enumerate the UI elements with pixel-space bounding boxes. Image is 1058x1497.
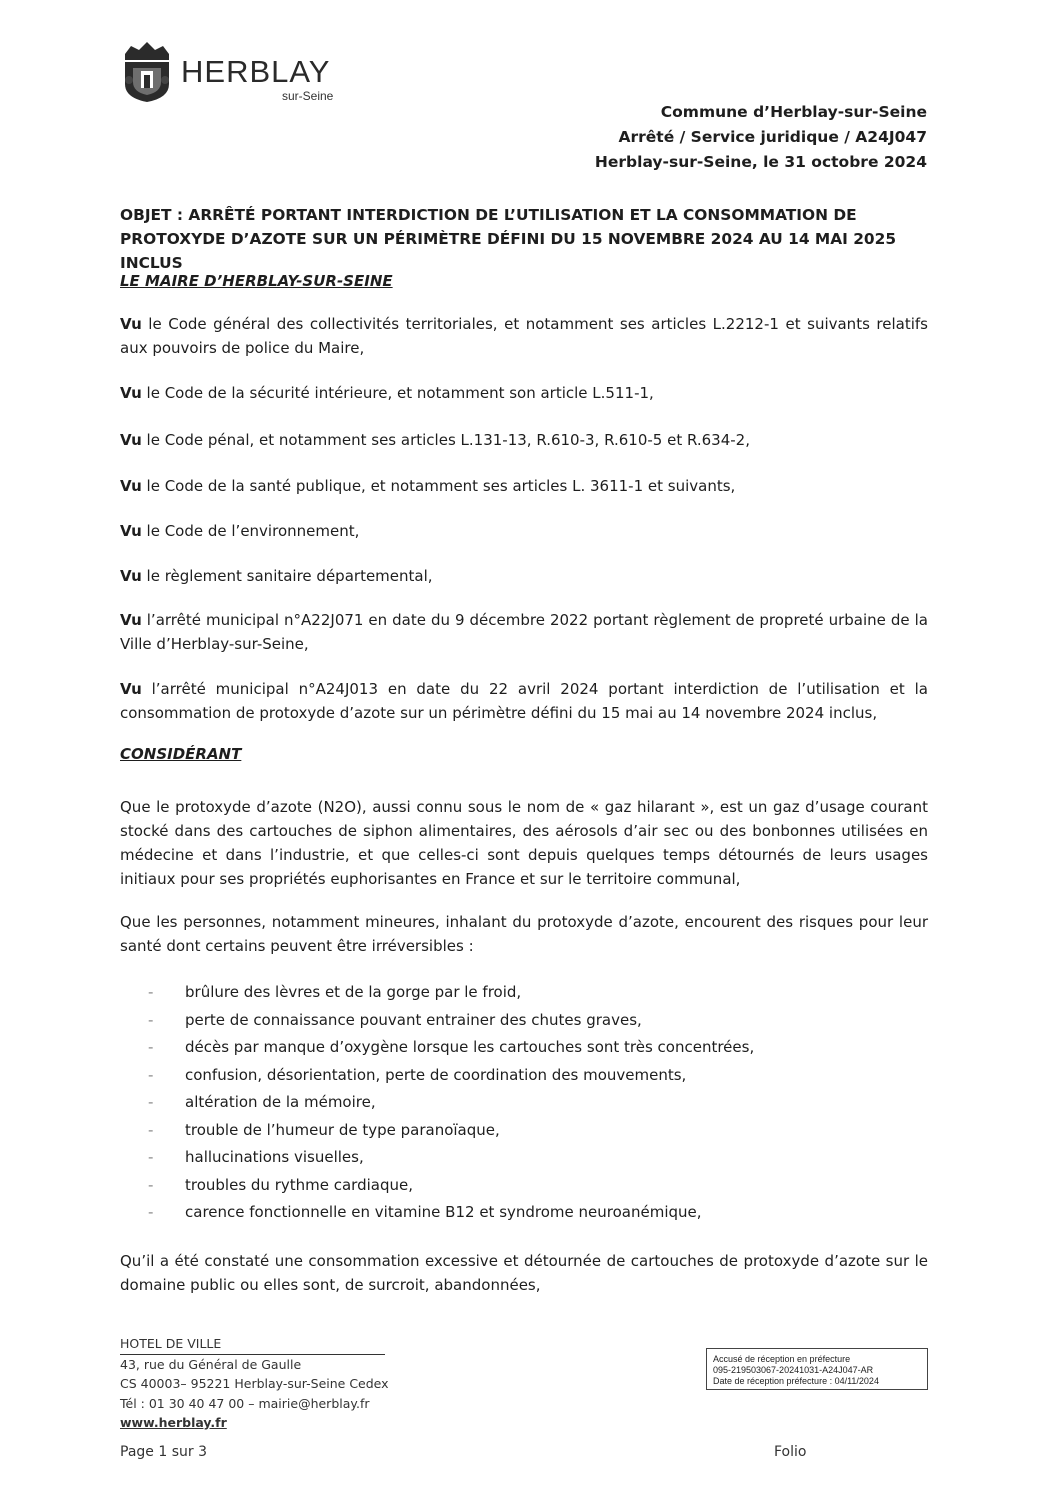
commune-name: Commune d’Herblay-sur-Seine bbox=[660, 103, 927, 121]
risk-text: troubles du rythme cardiaque, bbox=[185, 1175, 413, 1194]
health-risks-list bbox=[148, 980, 908, 1228]
list-item bbox=[148, 1118, 908, 1146]
visa-text: l’arrêté municipal n°A22J071 en date du 9 décembre 2022 portant règlement de propreté urbaine de la Ville d’Herblay-sur-Seine, bbox=[120, 611, 928, 653]
risk-text: décès par manque d’oxygène lorsque les cartouches sont très concentrées, bbox=[185, 1038, 755, 1056]
visa-lead: Vu bbox=[120, 567, 142, 585]
visa-paragraph bbox=[120, 608, 928, 656]
footer-website-link[interactable]: www.herblay.fr bbox=[120, 1415, 227, 1430]
document-subject: OBJET : ARRÊTÉ PORTANT INTERDICTION DE L’UTILISATION ET LA CONSOMMATION DE PROTOXYDE D’AZOTE SUR UN PÉRIMÈTRE DÉFINI DU 15 NOVEMBRE 2024 AU 14 MAI 2025 INCLUS bbox=[120, 206, 897, 272]
visa-text: le Code général des collectivités territoriales, et notamment ses articles L.2212-1 et suivants relatifs aux pouvoirs de police du Maire, bbox=[120, 315, 928, 357]
dash-bullet-icon: - bbox=[148, 1148, 154, 1166]
list-item bbox=[148, 1035, 908, 1063]
visa-lead: Vu bbox=[120, 431, 142, 449]
footer-title: HOTEL DE VILLE bbox=[120, 1334, 385, 1355]
dash-bullet-icon: - bbox=[148, 1010, 154, 1029]
dash-bullet-icon: - bbox=[148, 1120, 154, 1139]
list-item bbox=[148, 1200, 908, 1228]
stamp-line: 095-219503067-20241031-A24J047-AR bbox=[713, 1365, 874, 1375]
stamp-line: Accusé de réception en préfecture bbox=[713, 1354, 851, 1364]
risk-text: perte de connaissance pouvant entrainer des chutes graves, bbox=[185, 1010, 642, 1029]
visa-paragraph bbox=[120, 519, 928, 543]
document-reference: Arrêté / Service juridique / A24J047 bbox=[618, 128, 927, 146]
visa-paragraph bbox=[120, 381, 928, 405]
footer-address-line: 43, rue du Général de Gaulle bbox=[120, 1356, 302, 1372]
place-and-date: Herblay-sur-Seine, le 31 octobre 2024 bbox=[594, 153, 927, 171]
visa-paragraph bbox=[120, 474, 928, 498]
risk-text: carence fonctionnelle en vitamine B12 et syndrome neuroanémique, bbox=[185, 1203, 702, 1221]
footer-address-line: CS 40003– 95221 Herblay-sur-Seine Cedex bbox=[120, 1376, 389, 1391]
page-number: Page 1 sur 3 bbox=[120, 1444, 207, 1460]
list-item bbox=[148, 980, 908, 1008]
city-crest-icon bbox=[117, 40, 177, 104]
visa-lead: Vu bbox=[120, 680, 142, 698]
stamp-line: Date de réception préfecture : 04/11/2024 bbox=[713, 1376, 879, 1386]
visa-lead: Vu bbox=[120, 384, 142, 402]
considerant-paragraph: Qu’il a été constaté une consommation excessive et détournée de cartouches de protoxyde d’azote sur le domaine public ou elles sont, de surcroit, abandonnées, bbox=[120, 1252, 928, 1294]
risk-text: brûlure des lèvres et de la gorge par le froid, bbox=[185, 983, 522, 1001]
visa-text: le Code de l’environnement, bbox=[141, 522, 360, 540]
visa-text: le Code de la sécurité intérieure, et notamment son article L.511-1, bbox=[141, 384, 654, 402]
footer-contact: Tél : 01 30 40 47 00 – mairie@herblay.fr bbox=[120, 1395, 370, 1411]
visa-paragraph bbox=[120, 428, 928, 452]
list-item bbox=[148, 1063, 908, 1091]
visa-paragraph bbox=[120, 677, 928, 725]
visa-text: le Code de la santé publique, et notamment ses articles L. 3611-1 et suivants, bbox=[141, 477, 736, 495]
mayor-heading: LE MAIRE D’HERBLAY-SUR-SEINE bbox=[120, 272, 393, 290]
dash-bullet-icon: - bbox=[148, 983, 154, 1001]
dash-bullet-icon: - bbox=[148, 1175, 154, 1194]
herblay-logo bbox=[117, 40, 367, 110]
visa-text: le règlement sanitaire départemental, bbox=[141, 567, 433, 585]
list-item bbox=[148, 1008, 908, 1036]
risk-text: hallucinations visuelles, bbox=[185, 1148, 364, 1166]
risk-text: confusion, désorientation, perte de coordination des mouvements, bbox=[185, 1065, 687, 1084]
visa-lead: Vu bbox=[120, 315, 142, 333]
dash-bullet-icon: - bbox=[148, 1038, 154, 1056]
dash-bullet-icon: - bbox=[148, 1203, 154, 1221]
dash-bullet-icon: - bbox=[148, 1093, 154, 1111]
visa-text: le Code pénal, et notamment ses articles L.131-13, R.610-3, R.610-5 et R.634-2, bbox=[141, 431, 750, 449]
folio-label: Folio bbox=[774, 1444, 807, 1460]
dash-bullet-icon: - bbox=[148, 1065, 154, 1084]
document-header bbox=[595, 100, 927, 175]
risk-text: trouble de l’humeur de type paranoïaque, bbox=[185, 1120, 500, 1139]
visa-paragraph bbox=[120, 312, 928, 360]
visa-lead: Vu bbox=[120, 477, 142, 495]
logo-wordmark: HERBLAY bbox=[181, 54, 331, 89]
prefecture-receipt-stamp bbox=[706, 1348, 928, 1390]
footer-address bbox=[120, 1334, 392, 1433]
visa-paragraph bbox=[120, 564, 928, 588]
logo-subtitle: sur-Seine bbox=[282, 89, 334, 103]
visa-text: l’arrêté municipal n°A24J013 en date du 22 avril 2024 portant interdiction de l’utilisation et la consommation de protoxyde d’azote sur un périmètre défini du 15 mai au 14 novembre 2024 inclus, bbox=[120, 680, 928, 722]
risk-text: altération de la mémoire, bbox=[185, 1093, 376, 1111]
list-item bbox=[148, 1173, 908, 1201]
list-item bbox=[148, 1145, 908, 1173]
list-item bbox=[148, 1090, 908, 1118]
considerant-paragraph: Que le protoxyde d’azote (N2O), aussi connu sous le nom de « gaz hilarant », est un gaz d’usage courant stocké dans des cartouches de siphon alimentaires, des aérosols d’air sec ou des bonbonnes utilisées en médecine et dans l’industrie, et que celles-ci sont depuis quelques temps détournés de leurs usages initiaux pour ses propriétés euphorisantes en France et sur le territoire communal, bbox=[120, 798, 928, 888]
considerant-paragraph: Que les personnes, notamment mineures, inhalant du protoxyde d’azote, encourent des risques pour leur santé dont certains peuvent être irréversibles : bbox=[120, 913, 928, 955]
visa-lead: Vu bbox=[120, 522, 142, 540]
considerant-heading: CONSIDÉRANT bbox=[120, 745, 242, 763]
visa-lead: Vu bbox=[120, 611, 142, 629]
